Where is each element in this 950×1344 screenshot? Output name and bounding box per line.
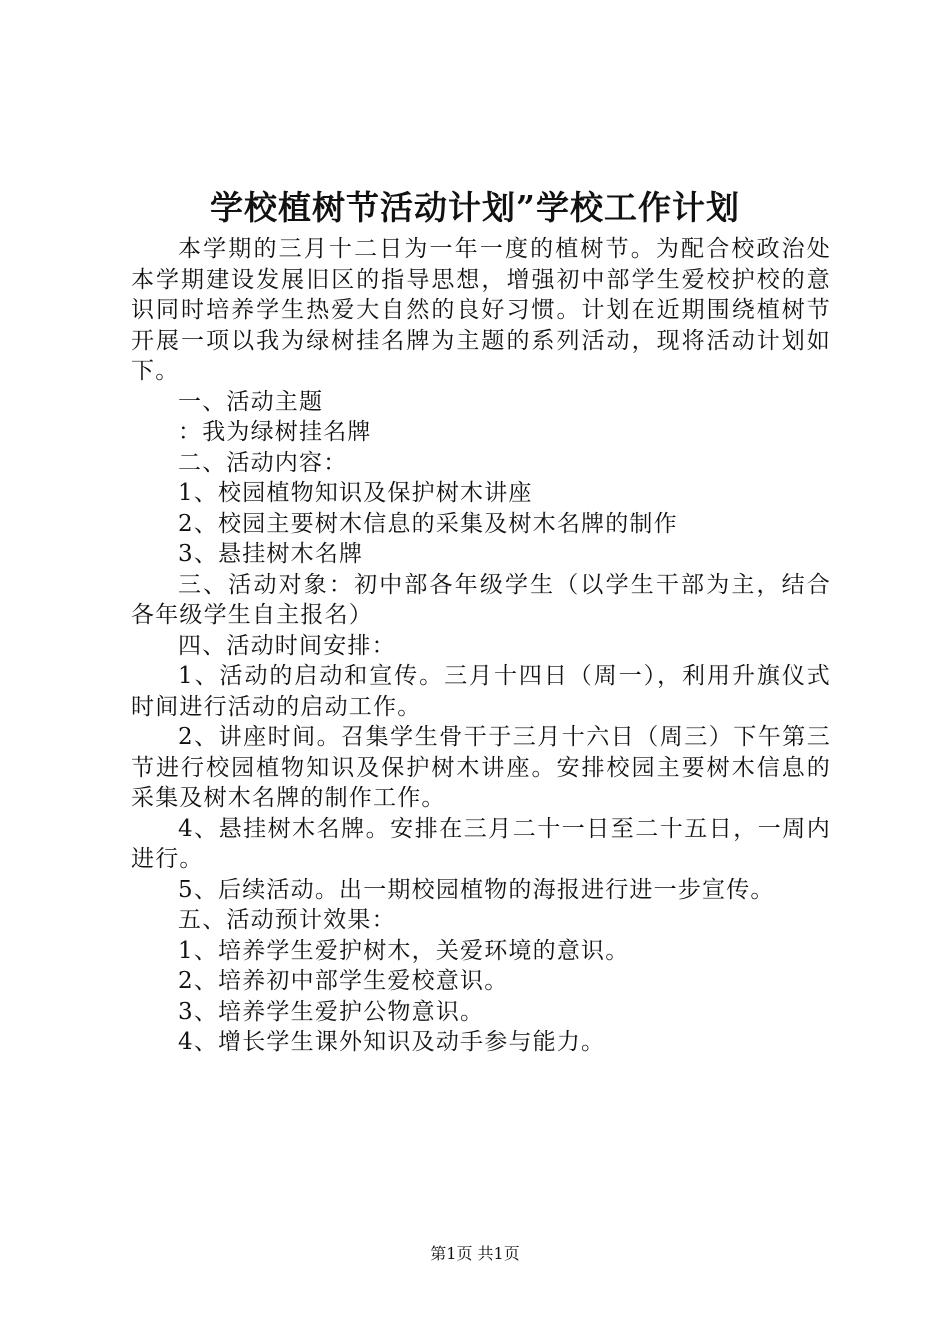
list-item-schedule-2: 2、讲座时间。召集学生骨干于三月十六日（周三）下午第三节进行校园植物知识及保护树木讲座。安排校园主要树木信息的采集及树木名牌的制作工作。: [131, 724, 831, 811]
document-title: 学校植树节活动计划”学校工作计划: [210, 188, 740, 227]
list-item-content-1: 1、校园植物知识及保护树木讲座: [178, 480, 533, 506]
list-item-effect-4: 4、增长学生课外知识及动手参与能力。: [178, 1029, 606, 1055]
heading-theme: 一、活动主题: [178, 388, 324, 415]
list-item-effect-2: 2、培养初中部学生爱校意识。: [178, 968, 509, 994]
paragraph-audience: 三、活动对象：初中部各年级学生（以学生干部为主，结合各年级学生自主报名）: [131, 571, 831, 628]
list-item-schedule-5: 5、后续活动。出一期校园植物的海报进行进一步宣传。: [178, 876, 775, 903]
list-item-content-3: 3、悬挂树木名牌: [178, 541, 364, 567]
list-item-schedule-1: 1、活动的启动和宣传。三月十四日（周一），利用升旗仪式时间进行活动的启动工作。: [131, 663, 831, 720]
list-item-schedule-4: 4、悬挂树木名牌。安排在三月二十一日至二十五日，一周内进行。: [131, 815, 831, 872]
list-item-effect-1: 1、培养学生爱护树木，关爱环境的意识。: [178, 937, 630, 964]
paragraph-intro: 本学期的三月十二日为一年一度的植树节。为配合校政治处本学期建设发展旧区的指导思想，增强初中部学生爱校护校的意识同时培养学生热爱大自然的良好习惯。计划在近期围绕植树节开展一项以我为绿树挂名牌为主题的系列活动，现将活动计划如下。: [131, 236, 831, 384]
document-body: [131, 234, 831, 1058]
heading-content: 二、活动内容：: [178, 449, 348, 476]
heading-effects: 五、活动预计效果：: [178, 907, 396, 933]
list-item-effect-3: 3、培养学生爱护公物意识。: [178, 998, 485, 1025]
list-item-content-2: 2、校园主要树木信息的采集及树木名牌的制作: [178, 510, 678, 537]
page-footer: 第1页 共1页: [430, 1244, 520, 1263]
heading-schedule: 四、活动时间安排：: [178, 632, 396, 659]
paragraph-theme: ：我为绿树挂名牌: [178, 419, 372, 445]
